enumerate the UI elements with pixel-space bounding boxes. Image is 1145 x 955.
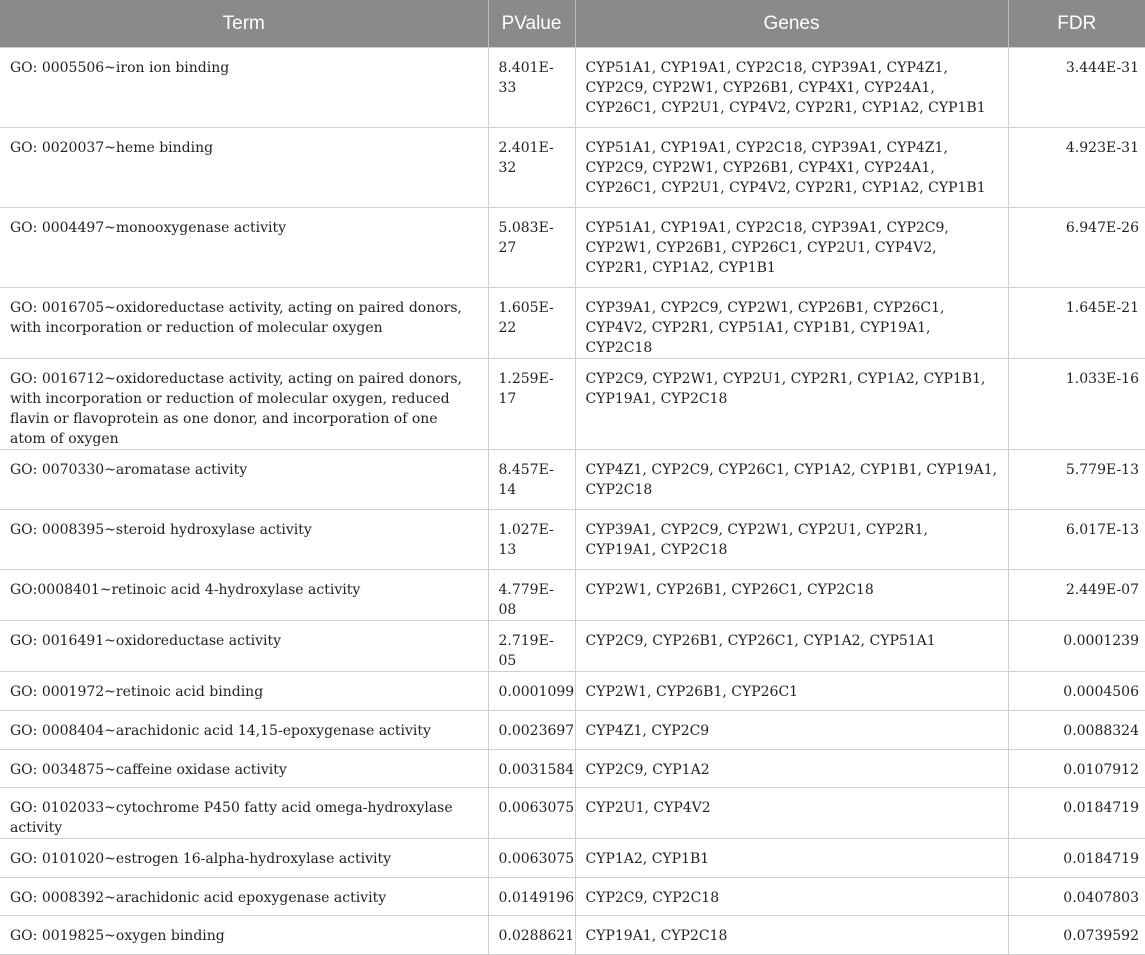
fdr-cell: 0.0407803 [1008, 878, 1145, 916]
pvalue-cell: 8.401E-33 [488, 48, 575, 128]
term-cell: GO: 0001972~retinoic acid binding [0, 672, 488, 711]
table-row [0, 128, 1145, 208]
term-cell: GO: 0016712~oxidoreductase activity, acting on paired donors, with incorporation or reduction of molecular oxygen, reduced flavin or flavoprotein as one donor, and incorporation of one atom of oxygen [0, 359, 488, 450]
fdr-cell: 0.0001239 [1008, 621, 1145, 672]
header-fdr: FDR [1008, 0, 1145, 48]
genes-cell: CYP2C9, CYP26B1, CYP26C1, CYP1A2, CYP51A1 [575, 621, 1008, 672]
table-row [0, 288, 1145, 359]
pvalue-cell: 1.605E-22 [488, 288, 575, 359]
fdr-cell: 3.444E-31 [1008, 48, 1145, 128]
table-row [0, 48, 1145, 128]
term-cell: GO: 0008404~arachidonic acid 14,15-epoxygenase activity [0, 711, 488, 750]
pvalue-cell: 0.0063075 [488, 788, 575, 839]
fdr-cell: 0.0184719 [1008, 788, 1145, 839]
table-row [0, 450, 1145, 510]
table-row [0, 916, 1145, 955]
pvalue-cell: 1.027E-13 [488, 510, 575, 570]
pvalue-cell: 5.083E-27 [488, 208, 575, 288]
header-term: Term [0, 0, 488, 48]
genes-cell: CYP4Z1, CYP2C9 [575, 711, 1008, 750]
term-cell: GO: 0016705~oxidoreductase activity, acting on paired donors, with incorporation or reduction of molecular oxygen [0, 288, 488, 359]
table-row [0, 750, 1145, 788]
pvalue-cell: 0.0001099 [488, 672, 575, 711]
term-cell: GO: 0020037~heme binding [0, 128, 488, 208]
genes-cell: CYP2U1, CYP4V2 [575, 788, 1008, 839]
term-cell: GO: 0005506~iron ion binding [0, 48, 488, 128]
table-row [0, 359, 1145, 450]
term-cell: GO: 0034875~caffeine oxidase activity [0, 750, 488, 788]
fdr-cell: 6.947E-26 [1008, 208, 1145, 288]
genes-cell: CYP39A1, CYP2C9, CYP2W1, CYP26B1, CYP26C1, CYP4V2, CYP2R1, CYP51A1, CYP1B1, CYP19A1, CYP2C18 [575, 288, 1008, 359]
genes-cell: CYP51A1, CYP19A1, CYP2C18, CYP39A1, CYP4Z1, CYP2C9, CYP2W1, CYP26B1, CYP4X1, CYP24A1, CYP26C1, CYP2U1, CYP4V2, CYP2R1, CYP1A2, CYP1B1 [575, 48, 1008, 128]
fdr-cell: 5.779E-13 [1008, 450, 1145, 510]
genes-cell: CYP2W1, CYP26B1, CYP26C1, CYP2C18 [575, 570, 1008, 621]
genes-cell: CYP2C9, CYP1A2 [575, 750, 1008, 788]
pvalue-cell: 4.779E-08 [488, 570, 575, 621]
table-body [0, 48, 1145, 955]
term-cell: GO: 0008395~steroid hydroxylase activity [0, 510, 488, 570]
pvalue-cell: 1.259E-17 [488, 359, 575, 450]
fdr-cell: 1.645E-21 [1008, 288, 1145, 359]
genes-cell: CYP4Z1, CYP2C9, CYP26C1, CYP1A2, CYP1B1, CYP19A1, CYP2C18 [575, 450, 1008, 510]
fdr-cell: 0.0184719 [1008, 839, 1145, 878]
pvalue-cell: 0.0023697 [488, 711, 575, 750]
term-cell: GO: 0008392~arachidonic acid epoxygenase activity [0, 878, 488, 916]
table-row [0, 208, 1145, 288]
fdr-cell: 0.0088324 [1008, 711, 1145, 750]
term-cell: GO: 0004497~monooxygenase activity [0, 208, 488, 288]
fdr-cell: 1.033E-16 [1008, 359, 1145, 450]
genes-cell: CYP2C9, CYP2W1, CYP2U1, CYP2R1, CYP1A2, CYP1B1, CYP19A1, CYP2C18 [575, 359, 1008, 450]
genes-cell: CYP51A1, CYP19A1, CYP2C18, CYP39A1, CYP2C9, CYP2W1, CYP26B1, CYP26C1, CYP2U1, CYP4V2, CYP2R1, CYP1A2, CYP1B1 [575, 208, 1008, 288]
fdr-cell: 0.0004506 [1008, 672, 1145, 711]
genes-cell: CYP2W1, CYP26B1, CYP26C1 [575, 672, 1008, 711]
table-row [0, 570, 1145, 621]
term-cell: GO:0008401~retinoic acid 4-hydroxylase activity [0, 570, 488, 621]
table-row [0, 711, 1145, 750]
term-cell: GO: 0019825~oxygen binding [0, 916, 488, 955]
pvalue-cell: 2.719E-05 [488, 621, 575, 672]
genes-cell: CYP19A1, CYP2C18 [575, 916, 1008, 955]
table-row [0, 788, 1145, 839]
fdr-cell: 0.0739592 [1008, 916, 1145, 955]
fdr-cell: 2.449E-07 [1008, 570, 1145, 621]
header-row [0, 0, 1145, 48]
fdr-cell: 4.923E-31 [1008, 128, 1145, 208]
pvalue-cell: 0.0288621 [488, 916, 575, 955]
table-header [0, 0, 1145, 48]
header-genes: Genes [575, 0, 1008, 48]
term-cell: GO: 0102033~cytochrome P450 fatty acid omega-hydroxylase activity [0, 788, 488, 839]
genes-cell: CYP1A2, CYP1B1 [575, 839, 1008, 878]
pvalue-cell: 0.0149196 [488, 878, 575, 916]
genes-cell: CYP39A1, CYP2C9, CYP2W1, CYP2U1, CYP2R1, CYP19A1, CYP2C18 [575, 510, 1008, 570]
table-row [0, 878, 1145, 916]
pvalue-cell: 0.0031584 [488, 750, 575, 788]
header-pvalue: PValue [488, 0, 575, 48]
table-row [0, 839, 1145, 878]
pvalue-cell: 2.401E-32 [488, 128, 575, 208]
pvalue-cell: 0.0063075 [488, 839, 575, 878]
table-row [0, 510, 1145, 570]
table-row [0, 672, 1145, 711]
pvalue-cell: 8.457E-14 [488, 450, 575, 510]
fdr-cell: 0.0107912 [1008, 750, 1145, 788]
table-row [0, 621, 1145, 672]
term-cell: GO: 0016491~oxidoreductase activity [0, 621, 488, 672]
fdr-cell: 6.017E-13 [1008, 510, 1145, 570]
term-cell: GO: 0070330~aromatase activity [0, 450, 488, 510]
genes-cell: CYP51A1, CYP19A1, CYP2C18, CYP39A1, CYP4Z1, CYP2C9, CYP2W1, CYP26B1, CYP4X1, CYP24A1, CYP26C1, CYP2U1, CYP4V2, CYP2R1, CYP1A2, CYP1B1 [575, 128, 1008, 208]
genes-cell: CYP2C9, CYP2C18 [575, 878, 1008, 916]
term-cell: GO: 0101020~estrogen 16-alpha-hydroxylase activity [0, 839, 488, 878]
